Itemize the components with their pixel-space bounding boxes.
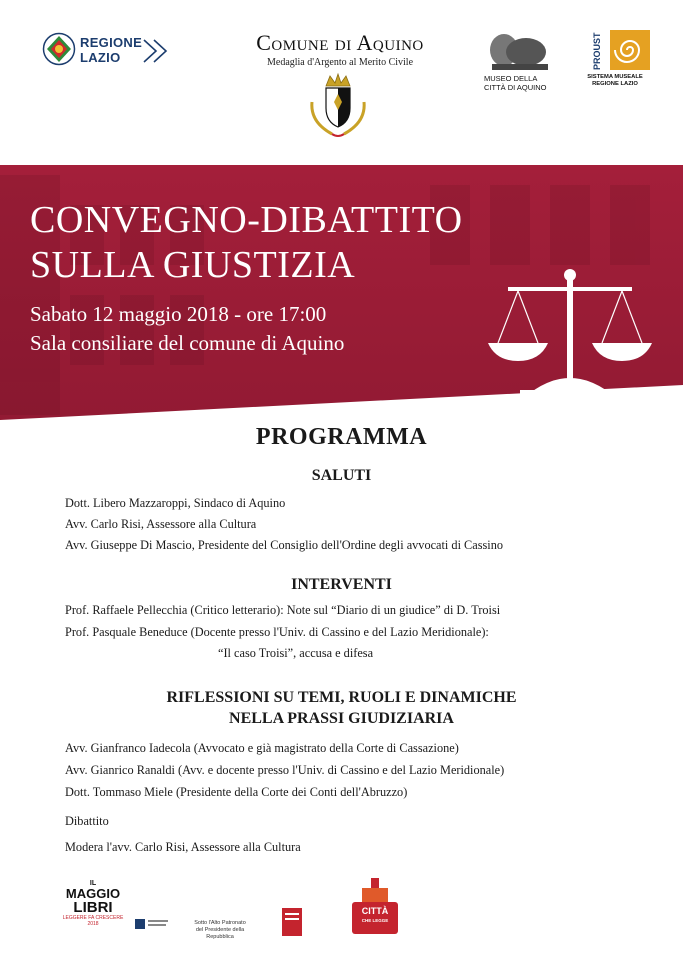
regione-lazio-logo [42, 32, 172, 70]
saluti-item: Avv. Giuseppe Di Mascio, Presidente del Consiglio dell'Ordine degli avvocati di Cassino [65, 538, 503, 552]
event-title [30, 198, 463, 288]
regione-lazio-text: REGIONE LAZIO [80, 35, 143, 65]
proust-text: SISTEMA MUSEALE REGIONE LAZIO [587, 74, 643, 87]
saluti-item: Dott. Libero Mazzaroppi, Sindaco di Aquino [65, 496, 286, 510]
saluti-item: Avv. Carlo Risi, Assessore alla Cultura [65, 517, 257, 531]
proust-label: PROUST [592, 32, 602, 70]
regione-lazio-mark-icon [142, 36, 172, 66]
museo-logo [482, 30, 562, 100]
poster-header [0, 0, 683, 165]
museo-sculpture-icon [482, 30, 562, 74]
maggio-dei-libri-logo: IL MAGGIO LIBRI LEGGERE FA CRESCERE 2018 [62, 880, 124, 927]
riflessioni-item: Dott. Tommaso Miele (Presidente della Corte dei Conti dell'Abruzzo) [65, 785, 408, 799]
citta-che-legge-text: CITTÀ CHE LEGGE [361, 906, 389, 923]
saluti-heading: SALUTI [311, 467, 372, 484]
riflessioni-item: Avv. Gianfranco Iadecola (Avvocato e già magistrato della Corte di Cassazione) [65, 741, 459, 755]
riflessioni-heading-line-1: RIFLESSIONI SU TEMI, RUOLI E DINAMICHE [166, 689, 517, 706]
ministry-logo-icon [135, 917, 169, 931]
aquino-crest-icon [302, 72, 374, 142]
interventi-item-continuation: “Il caso Troisi”, accusa e difesa [218, 646, 374, 660]
interventi-item: Prof. Pasquale Beneduce (Docente presso l'Univ. di Cassino e del Lazio Meridionale): [65, 625, 489, 639]
event-details [30, 300, 344, 358]
comune-title: Comune di Aquino [256, 30, 424, 55]
patronato-text: Sotto l'Alto Patronato del Presidente della Repubblica [194, 920, 246, 940]
riflessioni-item: Avv. Gianrico Ranaldi (Avv. e docente presso l'Univ. di Cassino e del Lazio Meridionale) [65, 763, 505, 777]
event-place: Sala consiliare del comune di Aquino [30, 331, 345, 355]
regione-lazio-emblem-icon [42, 32, 76, 66]
interventi-item: Prof. Raffaele Pellecchia (Critico letterario): Note sul “Diario di un giudice” di D. Troisi [65, 603, 501, 617]
event-title-line-2: SULLA GIUSTIZIA [30, 244, 356, 286]
event-date: Sabato 12 maggio 2018 - ore 17:00 [30, 302, 327, 326]
moderator-line: Modera l'avv. Carlo Risi, Assessore alla Cultura [65, 840, 301, 854]
red-book-logo-icon [282, 908, 302, 936]
programma-title: PROGRAMMA [255, 424, 428, 450]
interventi-heading: INTERVENTI [291, 576, 392, 593]
riflessioni-heading-line-2: NELLA PRASSI GIUDIZIARIA [229, 710, 454, 727]
riflessioni-heading [0, 687, 683, 729]
comune-subtitle: Medaglia d'Argento al Merito Civile [266, 57, 414, 68]
event-title-line-1: CONVEGNO-DIBATTITO [30, 199, 463, 241]
dibattito-label: Dibattito [65, 814, 109, 828]
museo-text: MUSEO DELLA CITTÀ DI AQUINO [484, 74, 547, 92]
comune-heading [200, 30, 480, 68]
